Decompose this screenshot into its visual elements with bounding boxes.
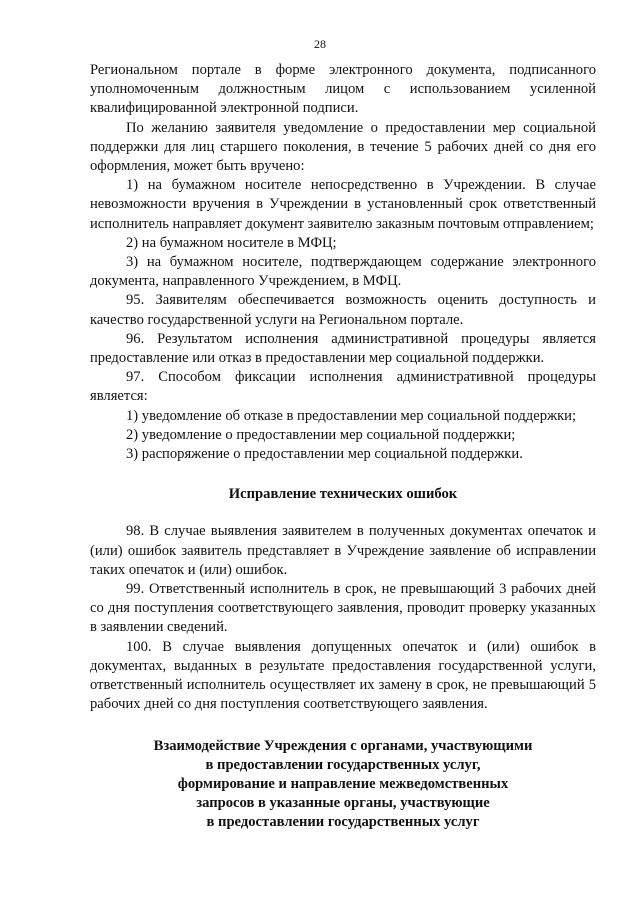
paragraph-98: 98. В случае выявления заявителем в полученных документах опечаток и (или) ошибок заявитель представляет в Учреждение заявление об исправлении таких опечаток и (или) ошибок. bbox=[90, 523, 596, 578]
list-item-provision-notice: 2) уведомление о предоставлении мер социальной поддержки; bbox=[126, 426, 516, 443]
list-item-paper-mfc: 2) на бумажном носителе в МФЦ; bbox=[126, 234, 337, 251]
section-heading-technical-errors: Исправление технических ошибок bbox=[228, 486, 458, 503]
page-number: 28 bbox=[314, 37, 326, 51]
list-item-paper-institution: 1) на бумажном носителе непосредственно в Учреждении. В случае невозможности вручения в Учреждении в установленный срок ответственный исполнитель направляет документ заявителю заказным почтовым отправлением; bbox=[90, 177, 596, 232]
list-item-refusal-notice: 1) уведомление об отказе в предоставлении мер социальной поддержки; bbox=[126, 407, 577, 424]
paragraph-97: 97. Способом фиксации исполнения административной процедуры является: bbox=[90, 369, 596, 405]
list-item-provision-order: 3) распоряжение о предоставлении мер социальной поддержки. bbox=[126, 446, 523, 463]
paragraph-99: 99. Ответственный исполнитель в срок, не превышающий 3 рабочих дней со дня поступления соответствующего заявления, проводит проверку указанных в заявлении сведений. bbox=[90, 581, 596, 636]
list-item-paper-electronic-mfc: 3) на бумажном носителе, подтверждающем содержание электронного документа, направленного Учреждением, в МФЦ. bbox=[90, 254, 596, 290]
paragraph-100: 100. В случае выявления допущенных опечаток и (или) ошибок в документах, выданных в результате предоставления государственной услуги, ответственный исполнитель осуществляет их замену в срок, не превышающий 5 рабочих дней со дня поступления соответствующего заявления. bbox=[90, 638, 596, 713]
heading-line: Взаимодействие Учреждения с органами, участвующими bbox=[153, 737, 533, 754]
paragraph-95: 95. Заявителям обеспечивается возможность оценить доступность и качество государственной услуги на Региональном портале. bbox=[90, 292, 596, 328]
heading-line: в предоставлении государственных услуг, bbox=[205, 756, 481, 773]
heading-line: запросов в указанные органы, участвующие bbox=[196, 795, 490, 812]
paragraph-portal-signature: Региональном портале в форме электронного документа, подписанного уполномоченным должностным лицом с использованием усиленной квалифицированной электронной подписи. bbox=[90, 62, 596, 117]
section-heading-interaction bbox=[90, 737, 596, 833]
paragraph-96: 96. Результатом исполнения административной процедуры является предоставление или отказ в предоставлении мер социальной поддержки. bbox=[90, 330, 596, 367]
heading-line: формирование и направление межведомственных bbox=[177, 775, 509, 792]
document-body bbox=[90, 61, 596, 833]
paragraph-notification-delivery: По желанию заявителя уведомление о предоставлении мер социальной поддержки для лиц старшего поколения, в течение 5 рабочих дней со дня его оформления, может быть вручено: bbox=[90, 119, 596, 175]
heading-line: в предоставлении государственных услуг bbox=[206, 814, 480, 831]
